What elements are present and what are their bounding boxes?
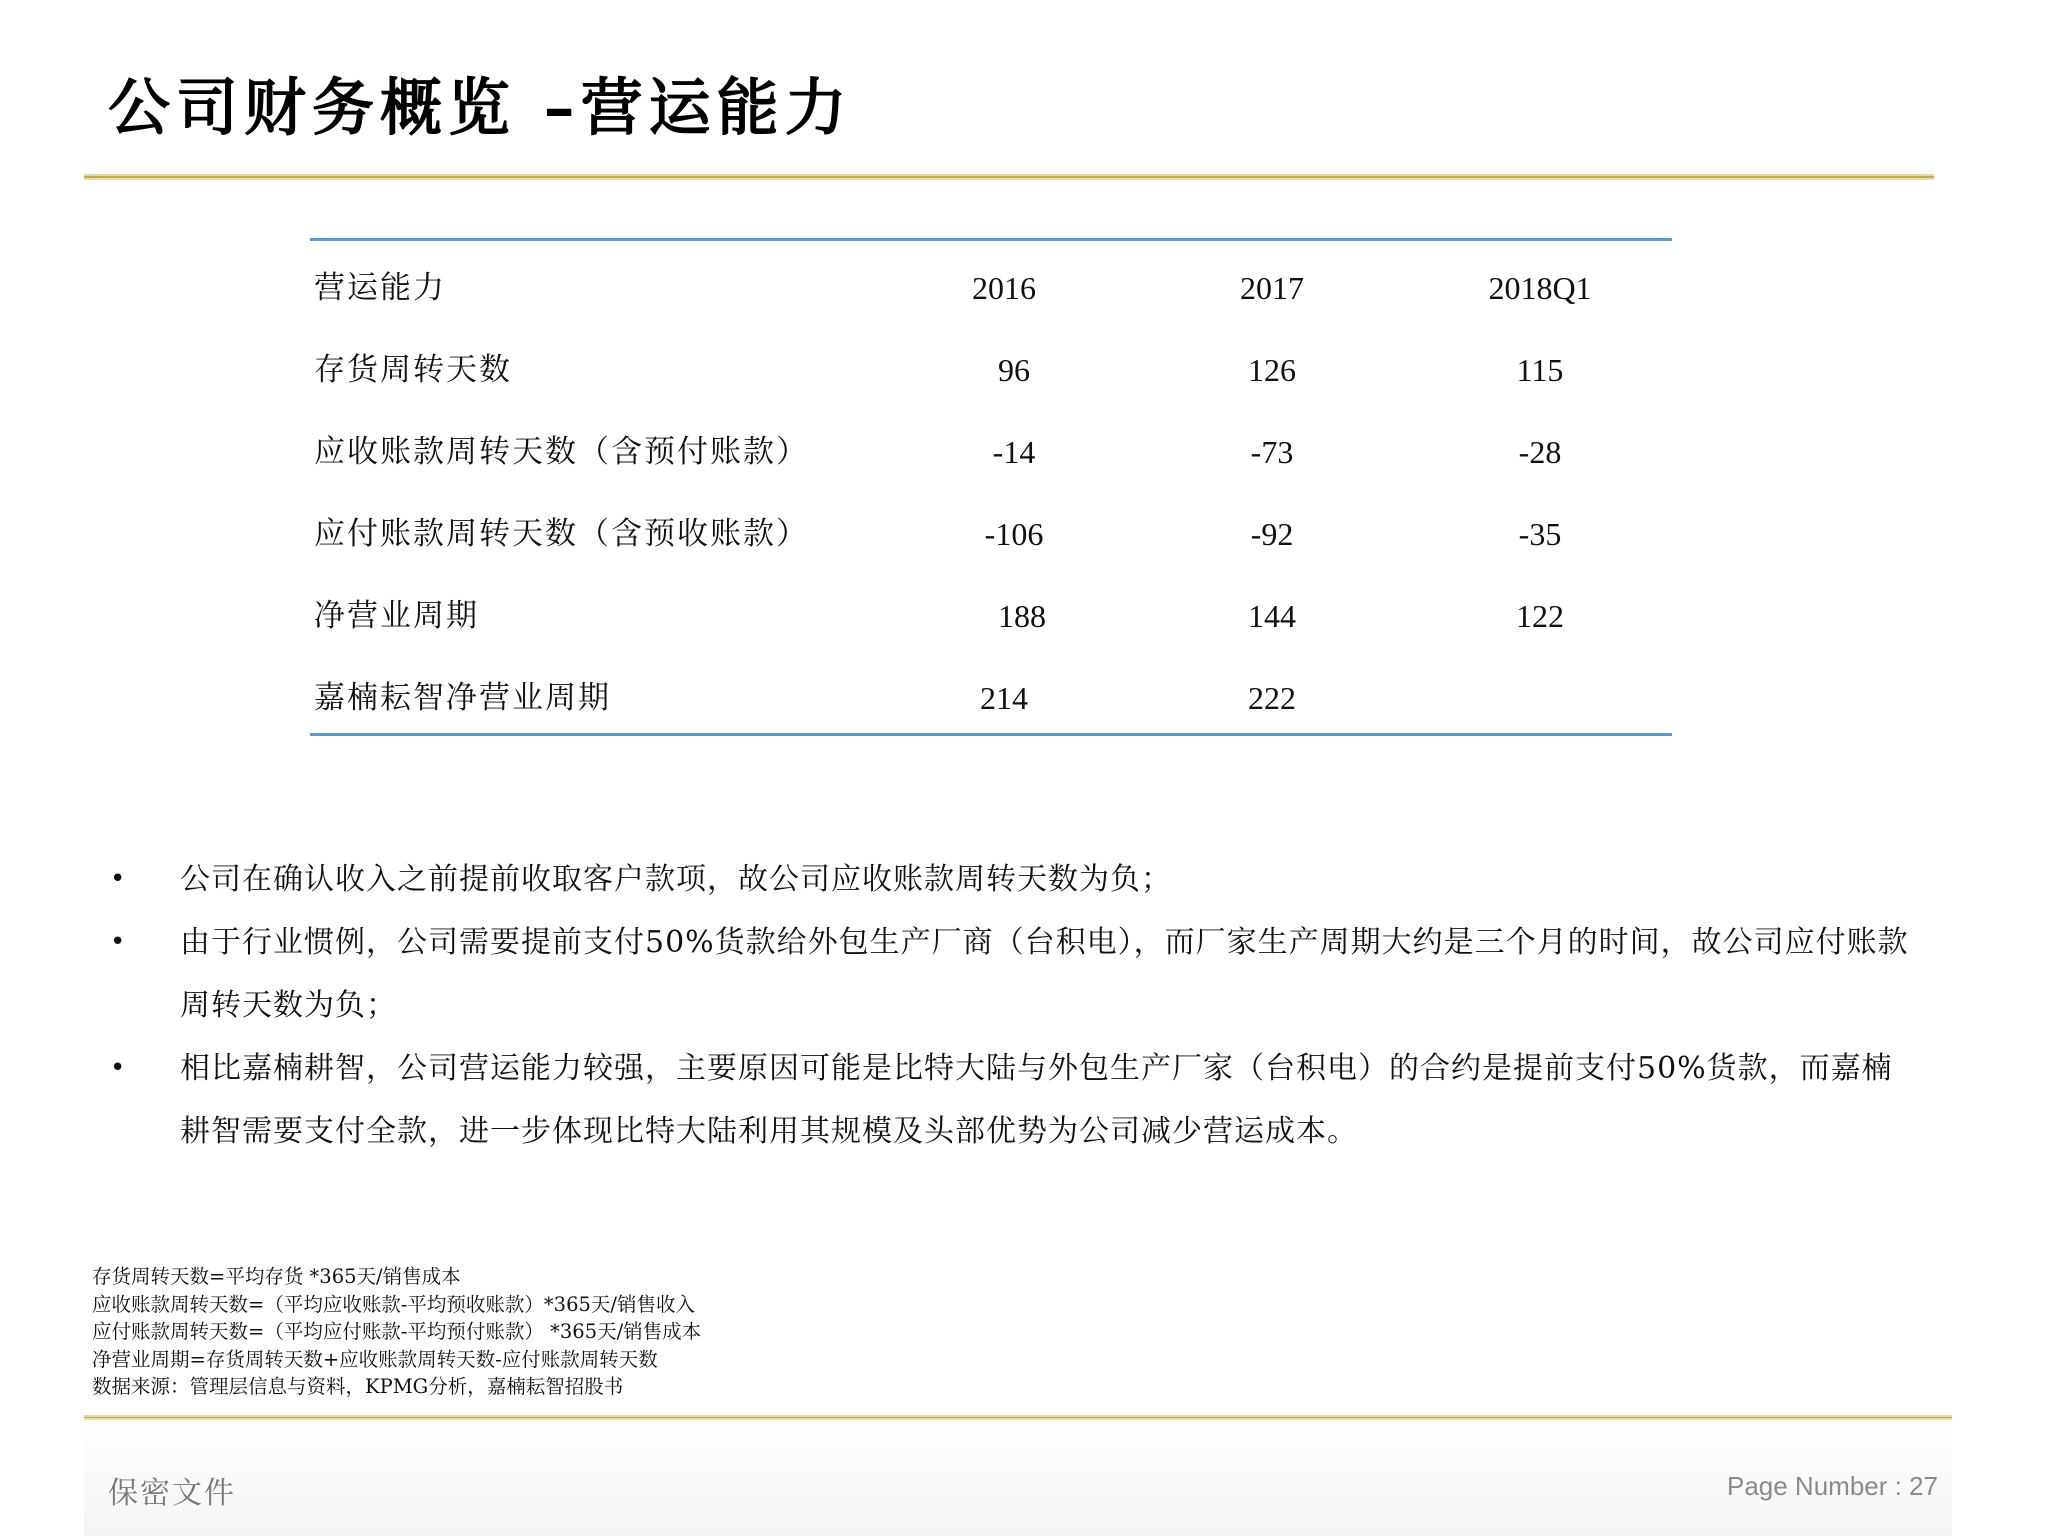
- row-label: 应收账款周转天数（含预付账款）: [314, 434, 809, 470]
- bullet-text: 相比嘉楠耕智，公司营运能力较强，主要原因可能是比特大陆与外包生产厂家（台积电）的合约是提前支付50%货款，而嘉楠耕智需要支付全款，进一步体现比特大陆利用其规模及头部优势为公司减少营运成本。: [180, 1051, 1893, 1149]
- list-item: [108, 911, 1918, 1037]
- page-number: Page Number : 27: [1726, 1471, 1938, 1501]
- bullet-icon: •: [110, 864, 127, 894]
- column-header-2016: 2016: [972, 270, 1036, 306]
- table-row: [310, 329, 1672, 411]
- list-item: [108, 848, 1918, 911]
- cell-value: 144: [1248, 598, 1296, 634]
- bullet-text: 公司在确认收入之前提前收取客户款项，故公司应收账款周转天数为负；: [180, 862, 1172, 897]
- footnote-line: 应收账款周转天数=（平均应收账款-平均预收账款）*365天/销售收入: [92, 1292, 695, 1316]
- cell-value: -73: [1250, 434, 1294, 470]
- cell-value: -106: [984, 516, 1044, 552]
- column-header-2017: 2017: [1240, 270, 1304, 306]
- table-header-label: 营运能力: [314, 270, 446, 306]
- table-row: [310, 493, 1672, 575]
- row-label: 净营业周期: [314, 598, 479, 634]
- confidential-label: 保密文件: [108, 1476, 236, 1511]
- bullet-icon: •: [110, 1053, 127, 1083]
- footnote-line: 应付账款周转天数=（平均应付账款-平均预付账款） *365天/销售成本: [92, 1320, 702, 1343]
- row-label: 嘉楠耘智净营业周期: [314, 680, 611, 716]
- table-row: [310, 575, 1672, 657]
- bullet-text: 由于行业惯例，公司需要提前支付50%货款给外包生产厂商（台积电），而厂家生产周期大约是三个月的时间，故公司应付账款周转天数为负；: [180, 925, 1909, 1023]
- list-item: [108, 1037, 1918, 1163]
- cell-value: 96: [998, 352, 1030, 388]
- table-row: [310, 411, 1672, 493]
- key-points-list: [108, 848, 1918, 1163]
- cell-value: -14: [992, 434, 1036, 470]
- cell-value: 222: [1248, 680, 1296, 716]
- bullet-icon: •: [110, 927, 127, 957]
- operating-capability-table: [310, 238, 1672, 736]
- cell-value: 214: [980, 680, 1028, 716]
- page-title: 公司财务概览 –营运能力: [108, 71, 853, 144]
- cell-value: 126: [1248, 352, 1296, 388]
- footnotes: [92, 1263, 701, 1401]
- cell-value: 188: [998, 598, 1046, 634]
- cell-value: 122: [1516, 598, 1564, 634]
- table-row: [310, 657, 1672, 739]
- footnote-line: 数据来源：管理层信息与资料，KPMG分析，嘉楠耘智招股书: [92, 1375, 624, 1398]
- cell-value: 115: [1516, 352, 1564, 388]
- footnote-line: 存货周转天数=平均存货 *365天/销售成本: [92, 1265, 461, 1288]
- footnote-line: 净营业周期=存货周转天数+应收账款周转天数-应付账款周转天数: [92, 1347, 658, 1371]
- cell-value: -35: [1518, 516, 1562, 552]
- row-label: 存货周转天数: [314, 352, 512, 388]
- cell-value: -28: [1518, 434, 1562, 470]
- footer-divider: [84, 1415, 1952, 1420]
- row-label: 应付账款周转天数（含预收账款）: [314, 516, 809, 552]
- cell-value: -92: [1250, 516, 1294, 552]
- table-header-row: [310, 247, 1672, 329]
- footer-background: [84, 1421, 1952, 1536]
- title-divider: [84, 174, 1934, 180]
- column-header-2018q1: 2018Q1: [1488, 270, 1592, 306]
